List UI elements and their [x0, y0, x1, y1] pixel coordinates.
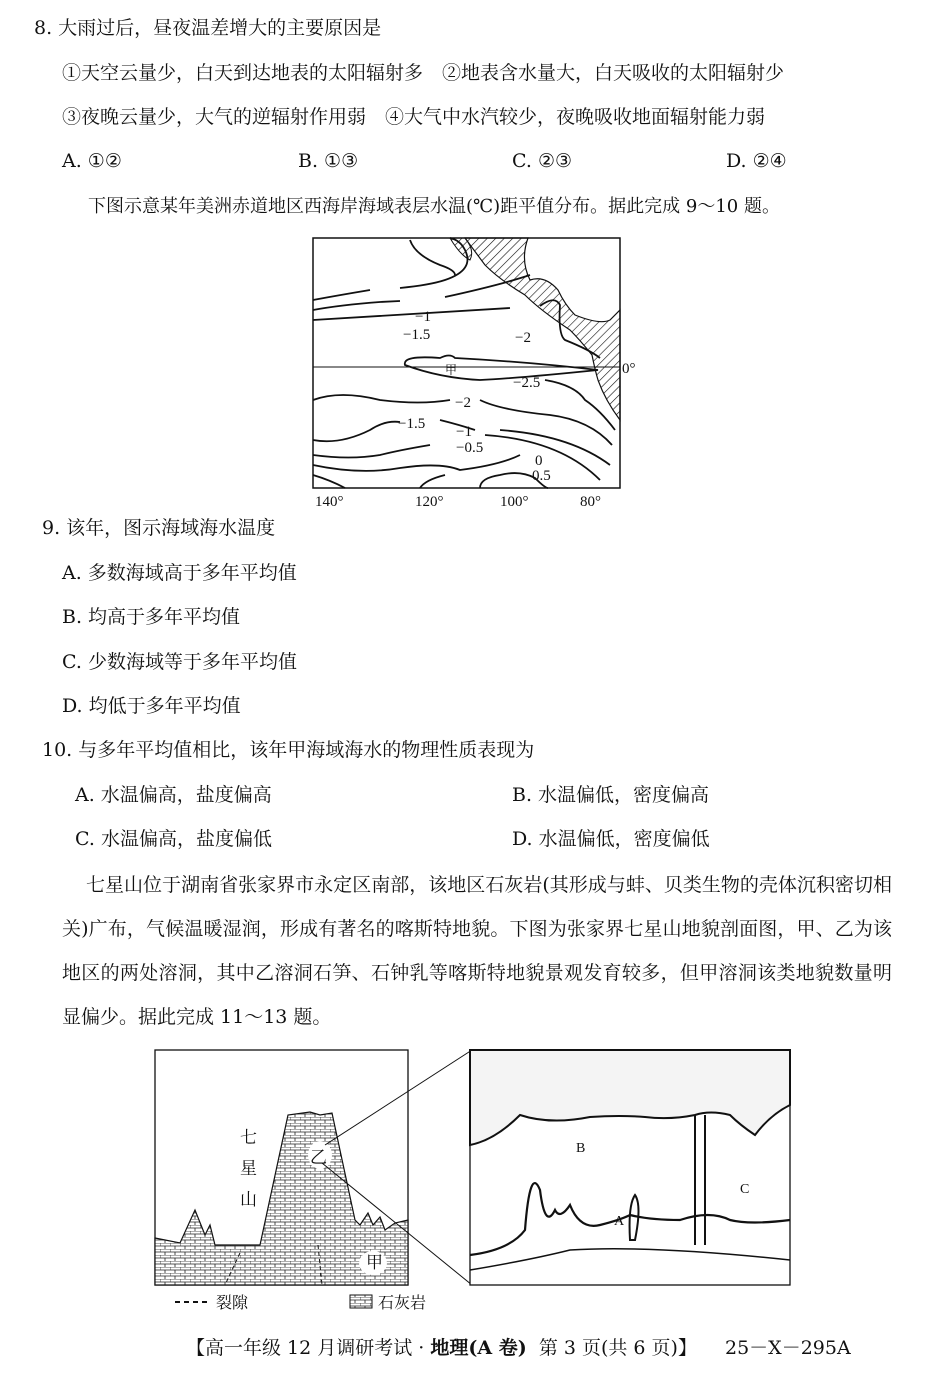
- q8-option-d: D. ②④: [726, 150, 787, 172]
- intro-11-13: 七星山位于湖南省张家界市永定区南部，该地区石灰岩(其形成与蚌、贝类生物的壳体沉积密切相关)广布，气候温暖湿润，形成有著名的喀斯特地貌。下图为张家界七星山地貌剖面图，甲、乙为该地区的两处溶洞，其中乙溶洞石笋、石钟乳等喀斯特地貌景观发育较多，但甲溶洞该类地貌数量明显偏少。据此完成 11～13 题。: [62, 874, 892, 1028]
- q9-option-c: C. 少数海域等于多年平均值: [62, 651, 297, 673]
- legend-limestone: 石灰岩: [378, 1295, 427, 1312]
- q8-statement-2: ③夜晚云量少，大气的逆辐射作用弱 ④大气中水汽较少，夜晚吸收地面辐射能力弱: [62, 106, 766, 128]
- contour-label: −1: [456, 424, 472, 440]
- contour-label: −2: [515, 330, 531, 346]
- q10-option-b: B. 水温偏低，密度偏高: [512, 784, 710, 806]
- cave-yi-label: 乙: [310, 1148, 327, 1167]
- q8-option-c: C. ②③: [512, 150, 573, 172]
- point-jia-label: 甲: [445, 363, 458, 377]
- equator-label: 0°: [622, 361, 636, 377]
- contour-label: −2.5: [513, 375, 541, 391]
- q9-option-b: B. 均高于多年平均值: [62, 606, 241, 628]
- contour-label: 0: [535, 453, 543, 469]
- karst-profile-figure: [150, 1045, 800, 1315]
- x-tick: 80°: [580, 494, 601, 510]
- stone-pillar-label-c: C: [740, 1182, 750, 1197]
- q8-option-a: A. ①②: [62, 150, 122, 172]
- contour-label: 0.5: [532, 468, 551, 484]
- q8-statement-1: ①天空云量少，白天到达地表的太阳辐射多 ②地表含水量大，白天吸收的太阳辐射少: [62, 62, 785, 84]
- mountain-label-char: 山: [240, 1190, 257, 1209]
- legend-fracture: 裂隙: [216, 1295, 249, 1312]
- q9-stem: 9. 该年，图示海域海水温度: [42, 517, 276, 539]
- q10-option-d: D. 水温偏低，密度偏低: [512, 828, 710, 850]
- contour-label: −1: [415, 309, 431, 325]
- sea-temperature-anomaly-map: [300, 230, 650, 515]
- q10-option-c: C. 水温偏高，盐度偏低: [75, 828, 272, 850]
- stalactite-label-b: B: [576, 1141, 586, 1156]
- x-tick: 120°: [415, 494, 444, 510]
- mountain-label-char: 星: [240, 1159, 257, 1178]
- stalagmite-label-a: A: [614, 1214, 625, 1229]
- contour-label: −0.5: [456, 440, 484, 456]
- page-footer: [186, 1333, 851, 1360]
- footer-page: 第 3 页(共 6 页)】: [526, 1337, 697, 1359]
- footer-subject: 地理(A 卷): [430, 1337, 527, 1359]
- q10-option-a: A. 水温偏高，盐度偏高: [75, 784, 272, 806]
- x-tick: 100°: [500, 494, 529, 510]
- cave-jia-label: 甲: [366, 1253, 383, 1272]
- q8-stem: 8. 大雨过后，昼夜温差增大的主要原因是: [34, 17, 382, 39]
- q10-stem: 10. 与多年平均值相比，该年甲海域海水的物理性质表现为: [42, 739, 535, 761]
- q9-option-a: A. 多数海域高于多年平均值: [62, 562, 297, 584]
- contour-label: −1.5: [403, 327, 431, 343]
- intro-9-10: 下图示意某年美洲赤道地区西海岸海域表层水温(℃)距平值分布。据此完成 9～10 题。: [88, 196, 780, 217]
- footer-code: 25－X－295A: [724, 1337, 851, 1359]
- q8-option-b: B. ①③: [298, 150, 359, 172]
- mountain-label-char: 七: [240, 1128, 257, 1147]
- contour-label: −1.5: [398, 416, 426, 432]
- x-tick: 140°: [315, 494, 344, 510]
- contour-label: −2: [455, 395, 471, 411]
- q9-option-d: D. 均低于多年平均值: [62, 695, 241, 717]
- footer-exam: 【高一年级 12 月调研考试 ·: [186, 1337, 431, 1359]
